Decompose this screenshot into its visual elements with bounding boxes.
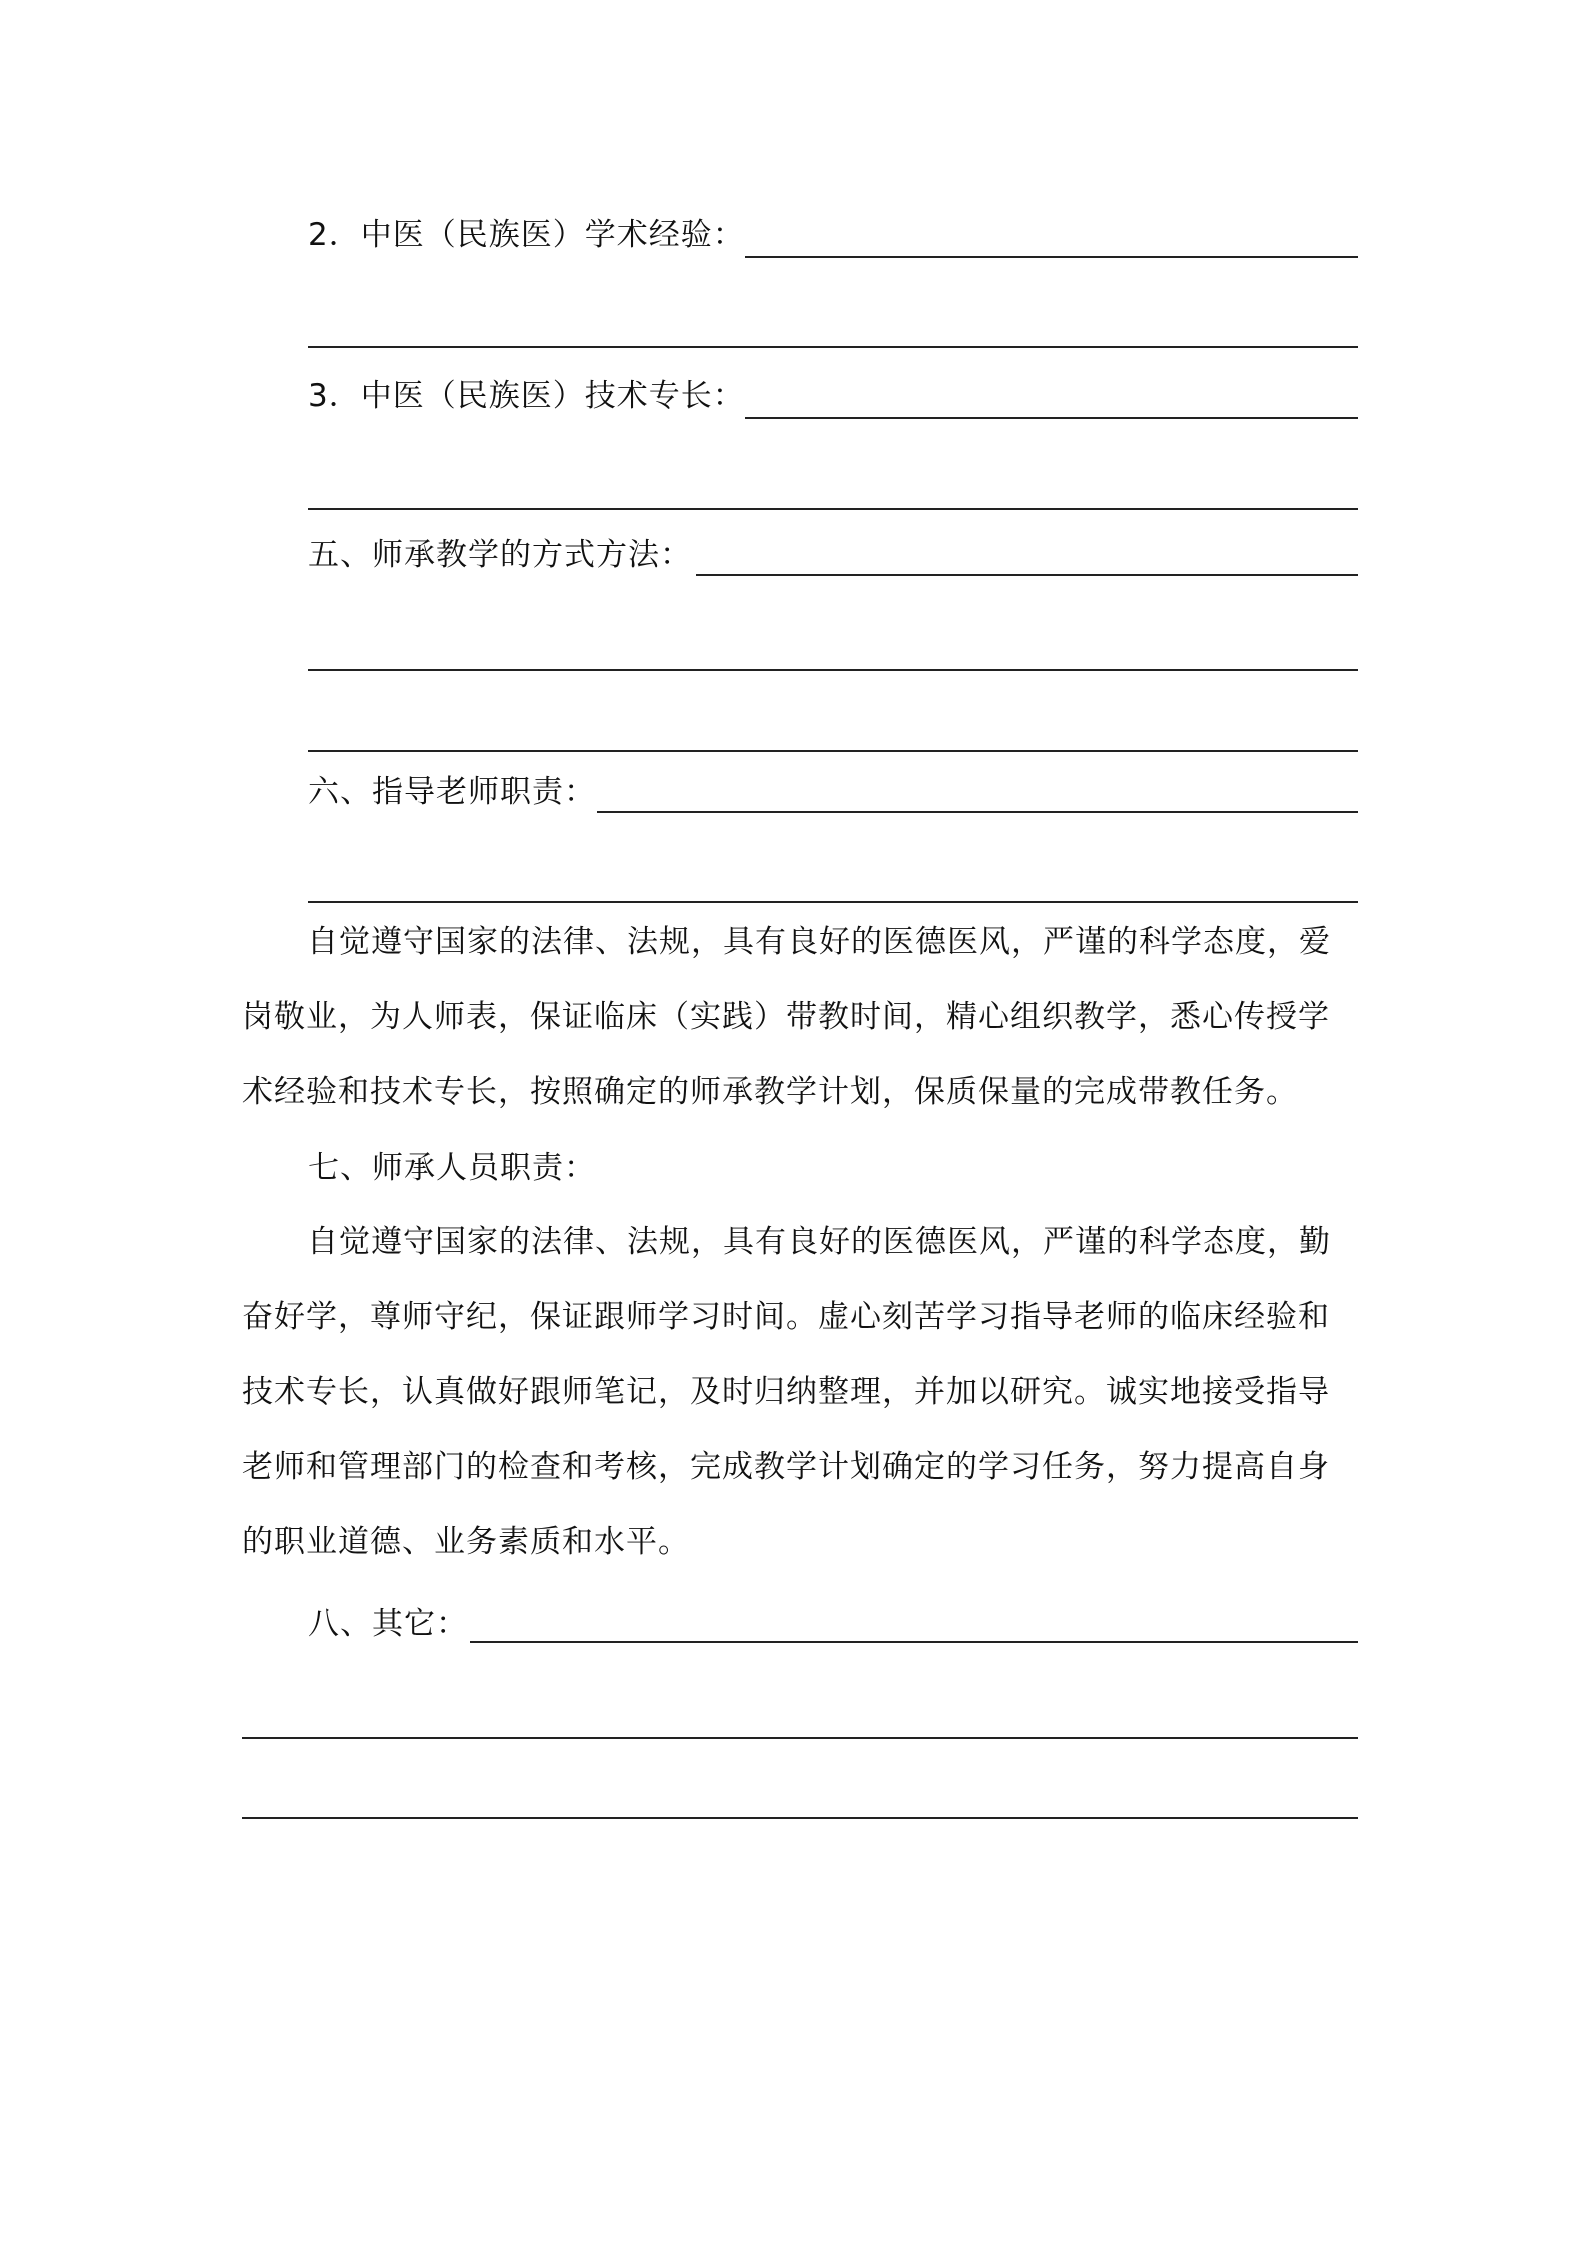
section-2-fill-line[interactable]: [745, 256, 1358, 258]
section-5-fill-line[interactable]: [308, 750, 1358, 752]
section-3-label: 3．中医（民族医）技术专长：: [308, 378, 745, 414]
section-6-fill-line[interactable]: [308, 901, 1358, 903]
section-8-label: 八、其它：: [308, 1606, 468, 1642]
section-2-label: 2．中医（民族医）学术经验：: [308, 217, 745, 253]
section-3-fill-line[interactable]: [308, 508, 1358, 510]
section-8-fill-line[interactable]: [242, 1737, 1358, 1739]
section-5-fill-line[interactable]: [308, 669, 1358, 671]
section-5-label: 五、师承教学的方式方法：: [308, 537, 692, 573]
section-6-label: 六、指导老师职责：: [308, 774, 596, 810]
section-6-body: 自觉遵守国家的法律、法规，具有良好的医德医风，严谨的科学态度，爱岗敬业，为人师表，保证临床（实践）带教时间，精心组织教学，悉心传授学术经验和技术专长，按照确定的师承教学计划，保质保量的完成带教任务。: [242, 924, 1331, 1110]
section-2-fill-line[interactable]: [308, 346, 1358, 348]
section-8-fill-line[interactable]: [470, 1641, 1358, 1643]
section-7-label: 七、师承人员职责：: [308, 1150, 596, 1186]
section-5-fill-line[interactable]: [696, 574, 1358, 576]
section-8-fill-line[interactable]: [242, 1817, 1358, 1819]
section-6-fill-line[interactable]: [597, 811, 1358, 813]
section-3-fill-line[interactable]: [745, 417, 1358, 419]
section-7-body: 自觉遵守国家的法律、法规，具有良好的医德医风，严谨的科学态度，勤奋好学，尊师守纪，保证跟师学习时间。虚心刻苦学习指导老师的临床经验和技术专长，认真做好跟师笔记，及时归纳整理，并加以研究。诚实地接受指导老师和管理部门的检查和考核，完成教学计划确定的学习任务，努力提高自身的职业道德、业务素质和水平。: [242, 1224, 1331, 1560]
